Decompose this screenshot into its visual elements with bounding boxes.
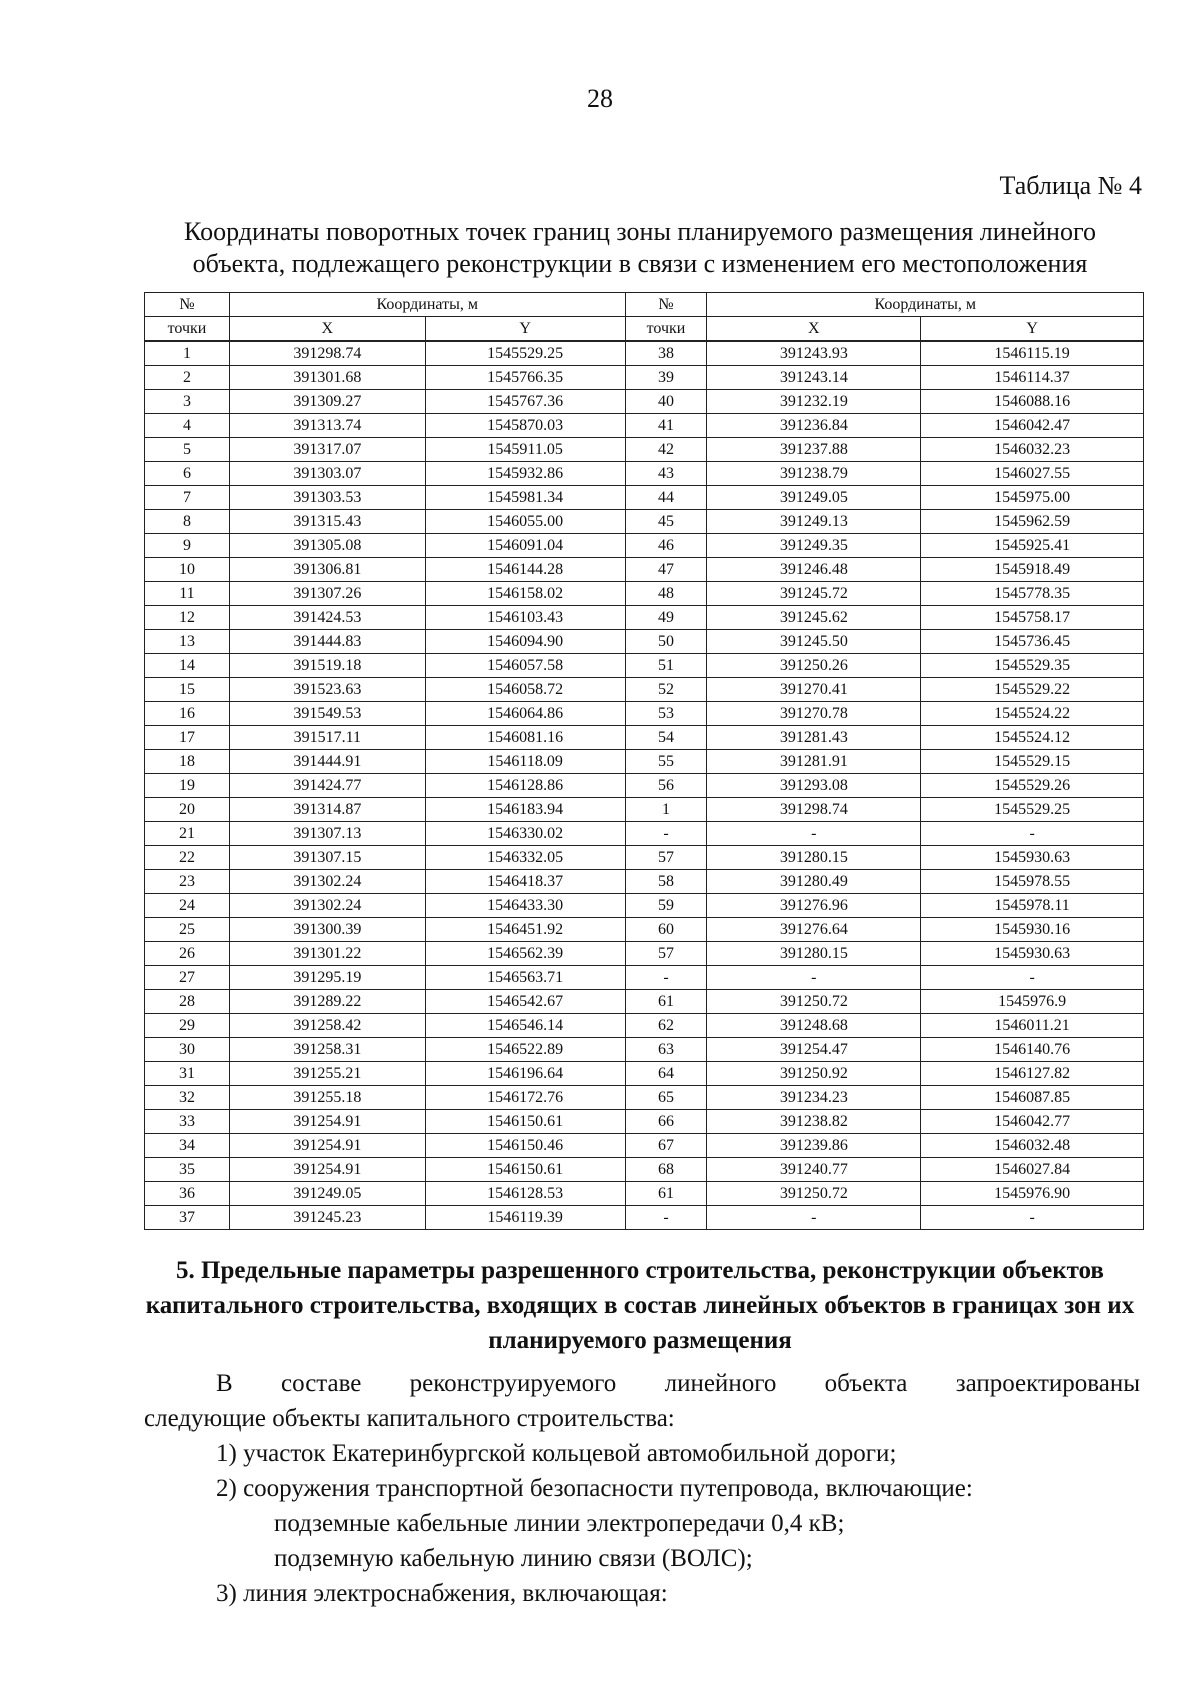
intro-paragraph-line1: В составе реконструируемого линейного объекта запроектированы [216,1370,1140,1397]
table-label: Таблица № 4 [999,171,1142,200]
point-number-cell: 34 [145,1134,230,1158]
table-row [145,942,1144,966]
x-cell: 391270.41 [707,678,921,702]
x-cell: 391280.15 [707,846,921,870]
x-cell: 391281.43 [707,726,921,750]
x-cell: 391295.19 [229,966,425,990]
x-cell: 391293.08 [707,774,921,798]
sub-list-item: подземные кабельные линии электропередачи 0,4 кВ; [274,1510,845,1537]
x-cell: 391245.62 [707,606,921,630]
y-cell: 1546451.92 [425,918,625,942]
point-number-cell: 7 [145,486,230,510]
x-cell: 391258.42 [229,1014,425,1038]
point-number-cell: 67 [625,1134,707,1158]
point-number-cell: 16 [145,702,230,726]
point-number-cell: 11 [145,582,230,606]
table-row [145,1086,1144,1110]
point-number-cell: 45 [625,510,707,534]
x-cell: 391245.23 [229,1206,425,1230]
point-number-cell: 52 [625,678,707,702]
y-cell: 1545978.55 [921,870,1144,894]
table-row [145,1014,1144,1038]
x-cell: 391307.26 [229,582,425,606]
x-cell: 391306.81 [229,558,425,582]
header-point-number: № [625,293,707,317]
header-point-label: точки [145,317,230,342]
point-number-cell: 57 [625,846,707,870]
x-cell: 391240.77 [707,1158,921,1182]
x-cell: 391243.93 [707,341,921,366]
header-x: X [229,317,425,342]
point-number-cell: 46 [625,534,707,558]
point-number-cell: 35 [145,1158,230,1182]
x-cell: 391245.50 [707,630,921,654]
x-cell: 391315.43 [229,510,425,534]
point-number-cell: 37 [145,1206,230,1230]
x-cell: 391232.19 [707,390,921,414]
x-cell: - [707,1206,921,1230]
point-number-cell: 66 [625,1110,707,1134]
x-cell: 391249.13 [707,510,921,534]
table-row [145,1110,1144,1134]
point-number-cell: 1 [145,341,230,366]
x-cell: 391254.47 [707,1038,921,1062]
y-cell: 1546042.47 [921,414,1144,438]
point-number-cell: 9 [145,534,230,558]
point-number-cell: 65 [625,1086,707,1110]
coordinates-table [144,292,1144,1230]
y-cell: 1546081.16 [425,726,625,750]
point-number-cell: 41 [625,414,707,438]
table-row [145,606,1144,630]
y-cell: 1545736.45 [921,630,1144,654]
x-cell: 391313.74 [229,414,425,438]
x-cell: 391309.27 [229,390,425,414]
section-heading: 5. Предельные параметры разрешенного строительства, реконструкции объектов капитального строительства, входящих в состав линейных объектов в границах зон их планируемого размещения [145,1257,1135,1354]
y-cell: 1546433.30 [425,894,625,918]
y-cell: 1546087.85 [921,1086,1144,1110]
table-row [145,1158,1144,1182]
point-number-cell: 17 [145,726,230,750]
y-cell: 1546032.23 [921,438,1144,462]
y-cell: 1545930.63 [921,846,1144,870]
x-cell: 391444.83 [229,630,425,654]
table-row [145,1206,1144,1230]
point-number-cell: 33 [145,1110,230,1134]
y-cell: 1546118.09 [425,750,625,774]
y-cell: 1546330.02 [425,822,625,846]
y-cell: 1545870.03 [425,414,625,438]
table-row [145,390,1144,414]
y-cell: 1545976.90 [921,1182,1144,1206]
header-point-number: № [145,293,230,317]
point-number-cell: 59 [625,894,707,918]
y-cell: 1546042.77 [921,1110,1144,1134]
y-cell: 1546183.94 [425,798,625,822]
list-item: 2) сооружения транспортной безопасности путепровода, включающие: [216,1475,973,1502]
y-cell: 1546542.67 [425,990,625,1014]
x-cell: 391519.18 [229,654,425,678]
y-cell: 1545962.59 [921,510,1144,534]
point-number-cell: 47 [625,558,707,582]
point-number-cell: 42 [625,438,707,462]
y-cell: 1546562.39 [425,942,625,966]
point-number-cell: 40 [625,390,707,414]
y-cell: 1546064.86 [425,702,625,726]
x-cell: 391424.53 [229,606,425,630]
x-cell: 391298.74 [707,798,921,822]
point-number-cell: 22 [145,846,230,870]
x-cell: 391302.24 [229,870,425,894]
table-row [145,462,1144,486]
header-y: Y [921,317,1144,342]
list-item: 3) линия электроснабжения, включающая: [216,1580,668,1607]
point-number-cell: 32 [145,1086,230,1110]
table-row [145,558,1144,582]
y-cell: 1545766.35 [425,366,625,390]
y-cell: 1546011.21 [921,1014,1144,1038]
point-number-cell: 51 [625,654,707,678]
x-cell: 391248.68 [707,1014,921,1038]
y-cell: 1546196.64 [425,1062,625,1086]
x-cell: 391280.15 [707,942,921,966]
point-number-cell: 49 [625,606,707,630]
x-cell: 391276.96 [707,894,921,918]
x-cell: 391236.84 [707,414,921,438]
y-cell: 1545529.35 [921,654,1144,678]
table-row [145,894,1144,918]
x-cell: 391298.74 [229,341,425,366]
x-cell: 391281.91 [707,750,921,774]
y-cell: 1545925.41 [921,534,1144,558]
point-number-cell: 53 [625,702,707,726]
x-cell: 391307.13 [229,822,425,846]
header-y: Y [425,317,625,342]
point-number-cell: 43 [625,462,707,486]
table-row [145,678,1144,702]
point-number-cell: 48 [625,582,707,606]
x-cell: 391305.08 [229,534,425,558]
y-cell: 1545529.26 [921,774,1144,798]
point-number-cell: 64 [625,1062,707,1086]
x-cell: 391301.68 [229,366,425,390]
sub-list-item: подземную кабельную линию связи (ВОЛС); [274,1545,753,1572]
point-number-cell: 19 [145,774,230,798]
point-number-cell: 57 [625,942,707,966]
point-number-cell: 54 [625,726,707,750]
point-number-cell: 28 [145,990,230,1014]
point-number-cell: 60 [625,918,707,942]
point-number-cell: 31 [145,1062,230,1086]
y-cell: 1546150.61 [425,1158,625,1182]
x-cell: 391250.72 [707,990,921,1014]
y-cell: 1546103.43 [425,606,625,630]
x-cell: 391255.18 [229,1086,425,1110]
point-number-cell: 56 [625,774,707,798]
point-number-cell: 10 [145,558,230,582]
x-cell: 391258.31 [229,1038,425,1062]
x-cell: 391289.22 [229,990,425,1014]
x-cell: 391249.05 [229,1182,425,1206]
y-cell: 1545529.25 [921,798,1144,822]
x-cell: 391303.53 [229,486,425,510]
x-cell: 391303.07 [229,462,425,486]
y-cell: 1546150.46 [425,1134,625,1158]
point-number-cell: 8 [145,510,230,534]
point-number-cell: 1 [625,798,707,822]
table-row [145,798,1144,822]
y-cell: 1546128.53 [425,1182,625,1206]
point-number-cell: 6 [145,462,230,486]
x-cell: 391254.91 [229,1158,425,1182]
y-cell: 1546057.58 [425,654,625,678]
x-cell: 391237.88 [707,438,921,462]
table-row [145,774,1144,798]
table-row [145,846,1144,870]
table-row [145,702,1144,726]
x-cell: 391424.77 [229,774,425,798]
y-cell: 1546027.55 [921,462,1144,486]
x-cell: 391246.48 [707,558,921,582]
y-cell: - [921,1206,1144,1230]
point-number-cell: 38 [625,341,707,366]
point-number-cell: 14 [145,654,230,678]
y-cell: 1545524.22 [921,702,1144,726]
intro-paragraph-line2: следующие объекты капитального строительства: [144,1405,675,1432]
table-row [145,414,1144,438]
x-cell: 391250.26 [707,654,921,678]
x-cell: 391245.72 [707,582,921,606]
y-cell: 1545529.25 [425,341,625,366]
y-cell: 1545976.9 [921,990,1144,1014]
point-number-cell: 39 [625,366,707,390]
page-number: 28 [587,84,613,113]
table-row [145,870,1144,894]
y-cell: 1546032.48 [921,1134,1144,1158]
x-cell: 391317.07 [229,438,425,462]
point-number-cell: 68 [625,1158,707,1182]
x-cell: 391254.91 [229,1110,425,1134]
y-cell: 1546055.00 [425,510,625,534]
y-cell: 1546058.72 [425,678,625,702]
x-cell: 391249.35 [707,534,921,558]
table-row [145,438,1144,462]
point-number-cell: 63 [625,1038,707,1062]
header-coordinates: Координаты, м [229,293,625,317]
point-number-cell: 21 [145,822,230,846]
table-title: Координаты поворотных точек границ зоны планируемого размещения линейного объекта, подлежащего реконструкции в связи с изменением его местоположения [184,217,1096,278]
x-cell: 391549.53 [229,702,425,726]
x-cell: 391270.78 [707,702,921,726]
point-number-cell: 26 [145,942,230,966]
header-coordinates: Координаты, м [707,293,1144,317]
point-number-cell: 12 [145,606,230,630]
point-number-cell: 13 [145,630,230,654]
table-row [145,1182,1144,1206]
point-number-cell: 25 [145,918,230,942]
point-number-cell: 58 [625,870,707,894]
x-cell: 391444.91 [229,750,425,774]
table-body [145,341,1144,1230]
list-item: 1) участок Екатеринбургской кольцевой автомобильной дороги; [216,1440,897,1467]
y-cell: 1546418.37 [425,870,625,894]
y-cell: 1546119.39 [425,1206,625,1230]
point-number-cell: 30 [145,1038,230,1062]
y-cell: 1545981.34 [425,486,625,510]
point-number-cell: 44 [625,486,707,510]
section-body [144,1366,1140,1611]
y-cell: 1546088.16 [921,390,1144,414]
point-number-cell: 5 [145,438,230,462]
point-number-cell: 27 [145,966,230,990]
y-cell: 1546563.71 [425,966,625,990]
x-cell: 391254.91 [229,1134,425,1158]
x-cell: 391314.87 [229,798,425,822]
table-row [145,750,1144,774]
y-cell: 1546150.61 [425,1110,625,1134]
header-point-label: точки [625,317,707,342]
y-cell: 1545524.12 [921,726,1144,750]
y-cell: 1545975.00 [921,486,1144,510]
y-cell: 1546027.84 [921,1158,1144,1182]
table-row [145,486,1144,510]
table-row [145,534,1144,558]
x-cell: 391250.72 [707,1182,921,1206]
y-cell: 1546158.02 [425,582,625,606]
y-cell: 1545911.05 [425,438,625,462]
x-cell: 391238.82 [707,1110,921,1134]
point-number-cell: 4 [145,414,230,438]
point-number-cell: - [625,822,707,846]
y-cell: 1545529.15 [921,750,1144,774]
y-cell: 1545930.16 [921,918,1144,942]
y-cell: 1545758.17 [921,606,1144,630]
y-cell: 1546094.90 [425,630,625,654]
table-row [145,918,1144,942]
x-cell: 391307.15 [229,846,425,870]
x-cell: - [707,966,921,990]
y-cell: 1545918.49 [921,558,1144,582]
y-cell: 1546522.89 [425,1038,625,1062]
y-cell: 1546115.19 [921,341,1144,366]
y-cell: 1546332.05 [425,846,625,870]
x-cell: 391300.39 [229,918,425,942]
point-number-cell: 62 [625,1014,707,1038]
x-cell: 391301.22 [229,942,425,966]
point-number-cell: 23 [145,870,230,894]
point-number-cell: 55 [625,750,707,774]
y-cell: 1546172.76 [425,1086,625,1110]
x-cell: 391255.21 [229,1062,425,1086]
y-cell: 1546127.82 [921,1062,1144,1086]
point-number-cell: 29 [145,1014,230,1038]
x-cell: 391250.92 [707,1062,921,1086]
table-row [145,1038,1144,1062]
x-cell: - [707,822,921,846]
y-cell: 1546546.14 [425,1014,625,1038]
point-number-cell: 61 [625,1182,707,1206]
x-cell: 391517.11 [229,726,425,750]
point-number-cell: 2 [145,366,230,390]
y-cell: 1545767.36 [425,390,625,414]
y-cell: 1545932.86 [425,462,625,486]
y-cell: - [921,822,1144,846]
table-row [145,726,1144,750]
point-number-cell: 20 [145,798,230,822]
x-cell: 391523.63 [229,678,425,702]
table-row [145,341,1144,366]
point-number-cell: 50 [625,630,707,654]
table-row [145,582,1144,606]
x-cell: 391238.79 [707,462,921,486]
table-row [145,366,1144,390]
x-cell: 391249.05 [707,486,921,510]
table-row [145,630,1144,654]
table-row [145,1134,1144,1158]
y-cell: 1546140.76 [921,1038,1144,1062]
x-cell: 391243.14 [707,366,921,390]
x-cell: 391302.24 [229,894,425,918]
y-cell: - [921,966,1144,990]
y-cell: 1546144.28 [425,558,625,582]
point-number-cell: - [625,1206,707,1230]
table-row [145,966,1144,990]
x-cell: 391239.86 [707,1134,921,1158]
y-cell: 1545529.22 [921,678,1144,702]
x-cell: 391280.49 [707,870,921,894]
point-number-cell: 15 [145,678,230,702]
table-row [145,654,1144,678]
x-cell: 391234.23 [707,1086,921,1110]
header-x: X [707,317,921,342]
y-cell: 1546128.86 [425,774,625,798]
point-number-cell: 24 [145,894,230,918]
point-number-cell: 61 [625,990,707,1014]
y-cell: 1545930.63 [921,942,1144,966]
x-cell: 391276.64 [707,918,921,942]
point-number-cell: - [625,966,707,990]
table-row [145,822,1144,846]
point-number-cell: 3 [145,390,230,414]
point-number-cell: 36 [145,1182,230,1206]
y-cell: 1546114.37 [921,366,1144,390]
table-row [145,990,1144,1014]
table-row [145,510,1144,534]
y-cell: 1545978.11 [921,894,1144,918]
y-cell: 1545778.35 [921,582,1144,606]
y-cell: 1546091.04 [425,534,625,558]
table-row [145,1062,1144,1086]
point-number-cell: 18 [145,750,230,774]
